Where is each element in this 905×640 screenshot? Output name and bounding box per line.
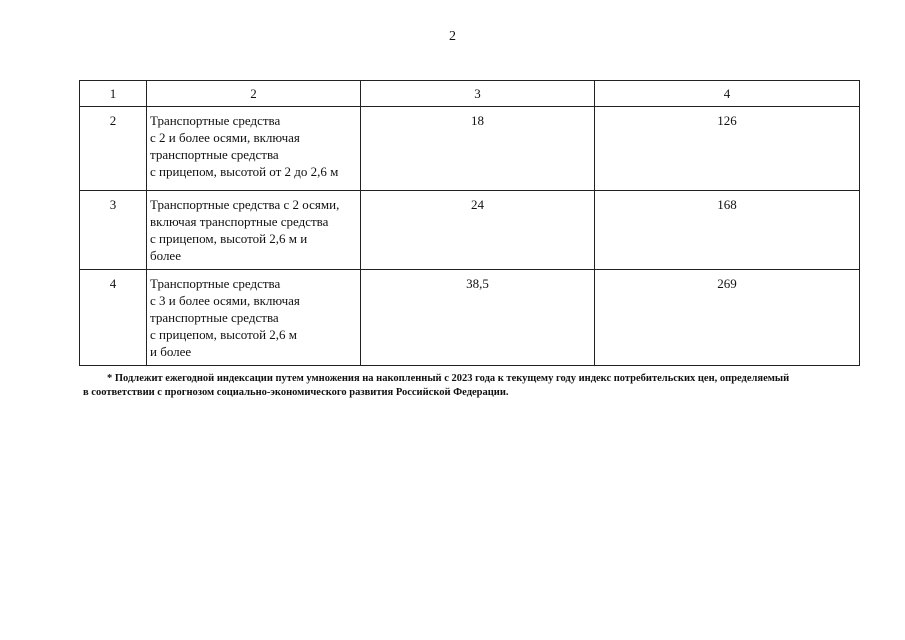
- column-header-1: 1: [80, 81, 147, 107]
- value-column-3: 24: [361, 191, 595, 270]
- table-row: [80, 270, 860, 366]
- vehicle-description: Транспортные средства с 3 и более осями, включая транспортные средства с прицепом, высотой 2,6 м и более: [147, 270, 361, 366]
- vehicle-description: Транспортные средства с 2 осями, включая транспортные средства с прицепом, высотой 2,6 м и более: [147, 191, 361, 270]
- table-row: [80, 191, 860, 270]
- row-number: 2: [80, 107, 147, 191]
- page-number: 2: [449, 29, 456, 44]
- row-number: 3: [80, 191, 147, 270]
- value-column-3: 18: [361, 107, 595, 191]
- value-column-4: 126: [595, 107, 860, 191]
- value-column-4: 269: [595, 270, 860, 366]
- footnote: [83, 372, 863, 400]
- value-column-4: 168: [595, 191, 860, 270]
- value-column-3: 38,5: [361, 270, 595, 366]
- footnote-line-2: в соответствии с прогнозом социально-экономического развития Российской Федерации.: [83, 387, 509, 398]
- column-header-4: 4: [595, 81, 860, 107]
- table-row: [80, 107, 860, 191]
- tariff-table: [79, 80, 860, 366]
- column-header-2: 2: [147, 81, 361, 107]
- table-header-row: [80, 81, 860, 107]
- column-header-3: 3: [361, 81, 595, 107]
- footnote-line-1: * Подлежит ежегодной индексации путем умножения на накопленный с 2023 года к текущему году индекс потребительских цен, определяемый: [107, 373, 790, 384]
- row-number: 4: [80, 270, 147, 366]
- vehicle-description: Транспортные средства с 2 и более осями, включая транспортные средства с прицепом, высотой от 2 до 2,6 м: [147, 107, 361, 191]
